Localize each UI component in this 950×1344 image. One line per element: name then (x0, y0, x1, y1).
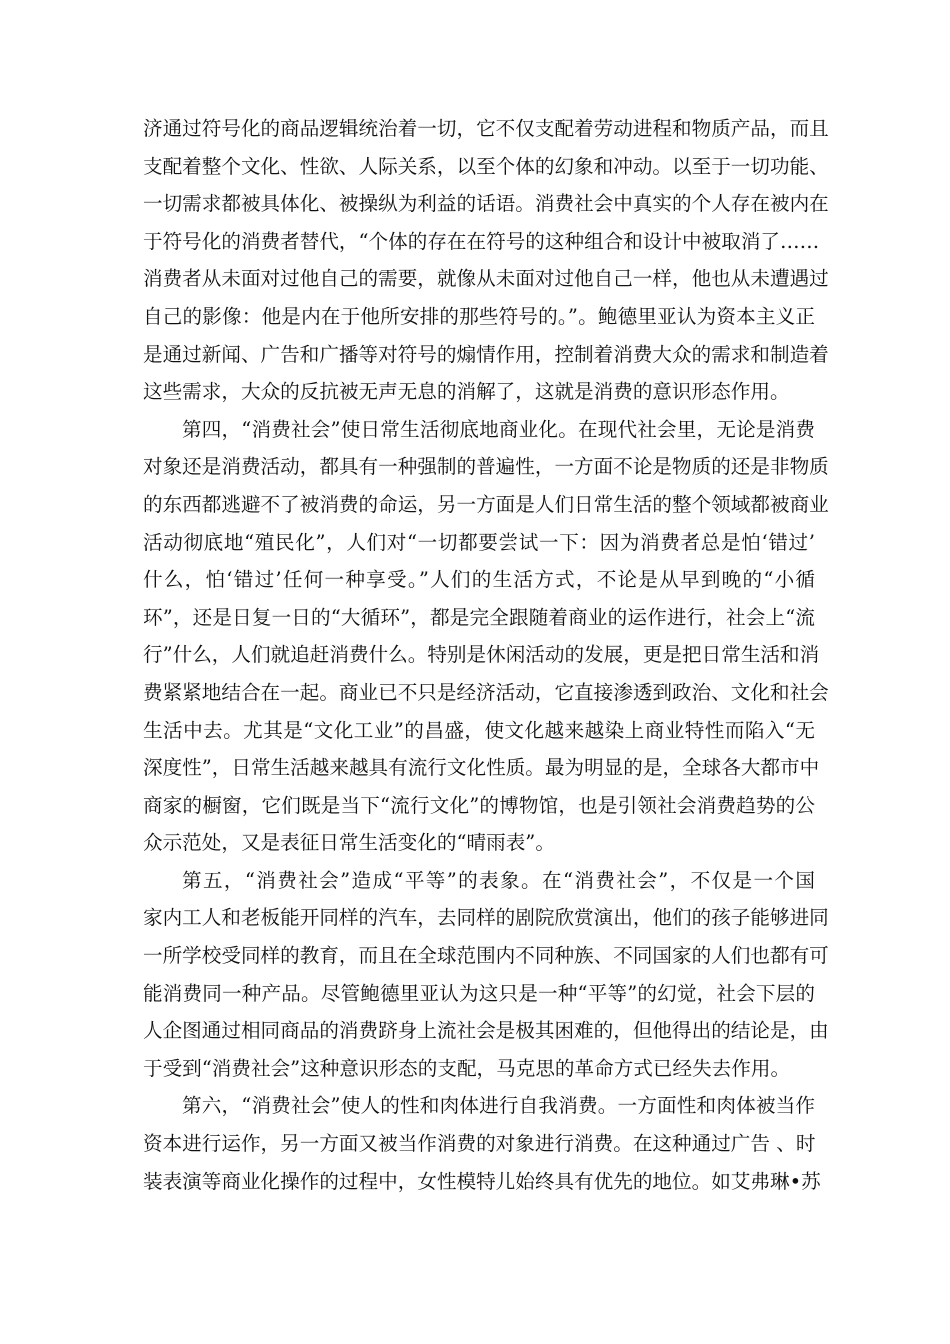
text-line: 资本进行运作，另一方面又被当作消费的对象进行消费。在这种通过广告 、时 (143, 1132, 816, 1156)
text-line: 第六，“消费社会”使人的性和肉体进行自我消费。一方面性和肉体被当作 (182, 1094, 815, 1118)
text-line: 装表演等商业化操作的过程中，女性模特儿始终具有优先的地位。如艾弗琳•苏 (143, 1169, 821, 1193)
text-line: 的东西都逃避不了被消费的命运，另一方面是人们日常生活的整个领域都被商业 (143, 492, 829, 516)
text-line: 是通过新闻、广告和广播等对符号的煽情作用，控制着消费大众的需求和制造着 (143, 342, 829, 366)
text-line: 众示范处，又是表征日常生活变化的“晴雨表”。 (143, 831, 555, 855)
document-page (143, 110, 829, 1200)
text-line: 一所学校受同样的教育，而且在全球范围内不同种族、不同国家的人们也都有可 (143, 944, 829, 968)
text-line: 活动彻底地“殖民化”，人们对“一切都要尝试一下：因为消费者总是怕‘错过’ (143, 530, 815, 554)
text-line: 第五，“消费社会”造成“平等”的表象。在“消费社会”，不仅是一个国 (182, 868, 815, 892)
text-line: 于受到“消费社会”这种意识形态的支配，马克思的革命方式已经失去作用。 (143, 1056, 791, 1080)
text-line: 家内工人和老板能开同样的汽车，去同样的剧院欣赏演出，他们的孩子能够进同 (143, 906, 829, 930)
text-line: 对象还是消费活动，都具有一种强制的普遍性，一方面不论是物质的还是非物质 (143, 455, 829, 479)
text-line: 这些需求，大众的反抗被无声无息的消解了，这就是消费的意识形态作用。 (143, 380, 790, 404)
text-line: 于符号化的消费者替代，“个体的存在在符号的这种组合和设计中被取消了…… (143, 229, 820, 253)
text-line: 商家的橱窗，它们既是当下“流行文化”的博物馆，也是引领社会消费趋势的公 (143, 793, 815, 817)
text-line: 第四，“消费社会”使日常生活彻底地商业化。在现代社会里，无论是消费 (182, 417, 815, 441)
paragraph-3 (143, 862, 829, 1088)
paragraph-4 (143, 1087, 821, 1200)
text-line: 自己的影像：他是内在于他所安排的那些符号的。”。鲍德里亚认为资本主义正 (143, 304, 815, 328)
text-line: 生活中去。尤其是“文化工业”的昌盛，使文化越来越染上商业特性而陷入“无 (143, 718, 815, 742)
text-line: 能消费同一种产品。尽管鲍德里亚认为这只是一种“平等”的幻觉，社会下层的 (143, 981, 815, 1005)
text-line: 济通过符号化的商品逻辑统治着一切，它不仅支配着劳动进程和物质产品，而且 (143, 117, 829, 140)
text-line: 一切需求都被具体化、被操纵为利益的话语。消费社会中真实的个人存在被内在 (143, 192, 829, 216)
text-line: 消费者从未面对过他自己的需要，就像从未面对过他自己一样，他也从未遭遇过 (143, 267, 829, 291)
text-line: 环”，还是日复一日的“大循环”，都是完全跟随着商业的运作进行，社会上“流 (143, 605, 815, 629)
paragraph-1 (143, 110, 829, 411)
text-line: 支配着整个文化、性欲、人际关系，以至个体的幻象和冲动。以至于一切功能、 (143, 154, 829, 178)
text-line: 费紧紧地结合在一起。商业已不只是经济活动，它直接渗透到政治、文化和社会 (143, 680, 829, 704)
paragraph-2 (143, 411, 829, 862)
text-line: 什么，怕‘错过’任何一种享受。”人们的生活方式，不论是从早到晚的“小循 (143, 568, 815, 592)
text-line: 人企图通过相同商品的消费跻身上流社会是极其困难的，但他得出的结论是，由 (143, 1019, 829, 1043)
text-line: 深度性”，日常生活越来越具有流行文化性质。最为明显的是，全球各大都市中 (143, 756, 820, 780)
text-line: 行”什么，人们就追赶消费什么。特别是休闲活动的发展，更是把日常生活和消 (143, 643, 820, 667)
